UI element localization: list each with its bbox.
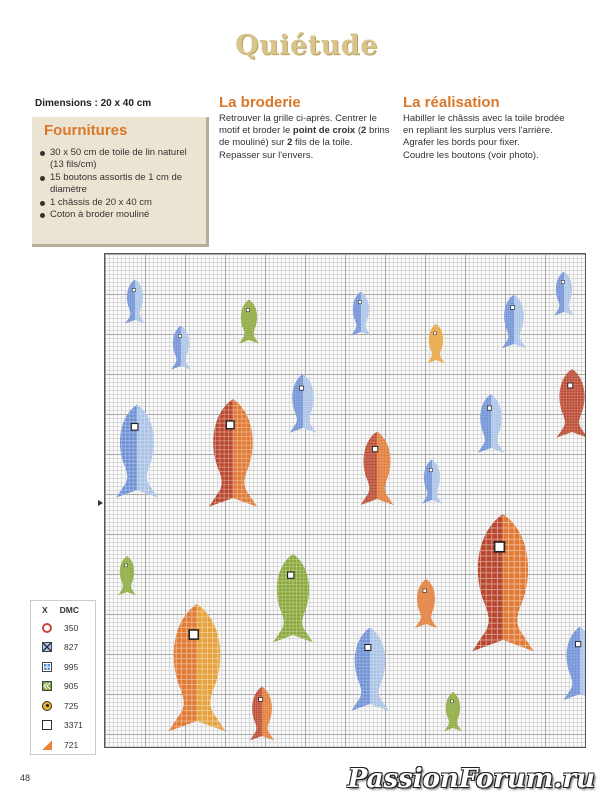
fish-motif-stitch xyxy=(273,554,313,642)
legend-col-x: X xyxy=(42,605,48,615)
fournitures-title: Fournitures xyxy=(44,122,128,139)
fish-motif xyxy=(427,324,445,363)
fish-motif-eye xyxy=(246,309,249,312)
cross-stitch-grid xyxy=(104,253,586,748)
fish-motif xyxy=(125,280,145,324)
legend-row xyxy=(36,696,90,716)
fournitures-list xyxy=(40,147,198,221)
fish-motif-stitch xyxy=(351,292,371,336)
fish-motif-stitch xyxy=(209,399,257,507)
legend-row xyxy=(36,677,90,697)
legend-row xyxy=(36,716,90,736)
page-number: 48 xyxy=(20,773,31,783)
broderie-bold: 2 xyxy=(361,125,367,137)
fish-motif-stitch xyxy=(171,326,191,370)
fish-motif xyxy=(554,272,574,316)
broderie-title: La broderie xyxy=(219,94,301,111)
fish-motif-eye xyxy=(429,469,432,472)
broderie-text-part: fils de la toile. Repasser sur l'envers. xyxy=(219,137,353,161)
legend-code: 350 xyxy=(64,622,79,633)
realisation-paragraph: Coudre les boutons (voir photo). xyxy=(403,149,539,161)
legend-row xyxy=(36,618,90,638)
watermark-logo: PassionForum.ru xyxy=(347,764,595,794)
fournitures-box xyxy=(32,117,209,247)
circle-symbol-icon xyxy=(42,623,52,633)
fish-motif-eye xyxy=(576,642,581,647)
fish-motif xyxy=(564,627,587,701)
fish-motif xyxy=(290,374,316,433)
fish-motif xyxy=(116,405,158,498)
fish-motif-eye xyxy=(131,424,138,431)
legend-code: 3371 xyxy=(64,720,83,731)
fish-motif-eye xyxy=(434,332,437,335)
fish-motif xyxy=(351,628,388,711)
legend-header xyxy=(36,605,90,615)
fish-motif-stitch xyxy=(239,300,259,344)
fish-motif xyxy=(415,579,437,628)
fish-motif-stitch xyxy=(502,295,526,349)
fish-motif-stitch xyxy=(478,394,504,453)
fish-motif xyxy=(361,432,394,506)
fish-motif xyxy=(118,556,136,595)
fish-motif-stitch xyxy=(168,604,225,731)
broderie-bold: point de croix xyxy=(292,125,356,137)
broderie-text-part: brins de mouliné) sur xyxy=(219,125,390,149)
realisation-paragraph: Habiller le châssis avec la toile brodée en repliant les surplus vers l'arrière. Agrafer les bords pour fixer. xyxy=(403,113,565,149)
legend-code: 827 xyxy=(64,642,79,653)
fish-motif-eye xyxy=(226,421,234,429)
page-title: Quiétude xyxy=(235,30,378,61)
fish-motif-eye xyxy=(259,698,263,702)
fish-motif-stitch xyxy=(116,405,158,498)
fish-motif-eye xyxy=(451,700,454,703)
fish-motif-eye xyxy=(365,645,371,651)
fish-motif-eye xyxy=(423,589,427,593)
legend-code: 721 xyxy=(64,739,79,750)
fournitures-item: 30 x 50 cm de toile de lin naturel (13 fils/cm) xyxy=(40,147,198,172)
fish-motif-eye xyxy=(288,572,294,578)
fish-motif-eye xyxy=(511,306,515,310)
legend-code: 905 xyxy=(64,681,79,692)
fish-motif-eye xyxy=(299,386,303,390)
fish-motif-stitch xyxy=(472,514,534,651)
fish-motif-eye xyxy=(373,447,378,452)
fish-motif xyxy=(171,326,191,370)
legend-col-dmc: DMC xyxy=(59,605,80,615)
fish-motif xyxy=(502,295,526,349)
fish-motif-eye xyxy=(568,383,573,388)
fish-motif xyxy=(478,394,504,453)
dot-circle-symbol-icon xyxy=(42,701,52,711)
fish-motif-stitch xyxy=(427,324,445,363)
fish-motif xyxy=(239,300,259,344)
dimensions-text: Dimensions : 20 x 40 cm xyxy=(35,98,152,109)
realisation-title: La réalisation xyxy=(403,94,500,111)
fish-motif-stitch xyxy=(125,280,145,324)
center-arrow-icon xyxy=(98,500,103,506)
fournitures-item: 1 châssis de 20 x 40 cm xyxy=(40,197,198,209)
fish-motif-eye xyxy=(495,542,505,552)
fish-motif-eye xyxy=(178,335,181,338)
fish-motif-stitch xyxy=(554,272,574,316)
realisation-text xyxy=(403,113,577,162)
fish-motif xyxy=(557,369,586,438)
broderie-text-part: Retrouver la grille ci-après. Centrer le motif et broder le xyxy=(219,113,377,137)
fournitures-item: 15 boutons assortis de 1 cm de diamètre xyxy=(40,172,198,197)
fish-motif xyxy=(351,292,371,336)
fish-motif-eye xyxy=(132,289,135,292)
fish-motif-stitch xyxy=(564,627,587,701)
fish-pattern xyxy=(105,254,586,748)
arrows-symbol-icon xyxy=(42,681,52,691)
legend-row xyxy=(36,638,90,658)
fish-motif-eye xyxy=(189,630,198,639)
legend-code: 725 xyxy=(64,700,79,711)
fish-motif-stitch xyxy=(250,687,274,741)
fish-motif xyxy=(273,554,313,642)
fish-motif-stitch xyxy=(361,432,394,506)
fish-motif-stitch xyxy=(415,579,437,628)
fish-motif-eye xyxy=(125,564,128,567)
fish-motif xyxy=(422,460,442,504)
fish-motif-eye xyxy=(487,406,491,410)
fish-motif-stitch xyxy=(118,556,136,595)
cross-symbol-icon xyxy=(42,642,52,652)
triangle-symbol-icon xyxy=(42,740,52,750)
broderie-text-part: ( xyxy=(355,125,362,137)
fish-motif-eye xyxy=(358,301,361,304)
color-legend xyxy=(30,600,96,755)
fish-motif xyxy=(250,687,274,741)
fish-motif-stitch xyxy=(422,460,442,504)
fish-motif xyxy=(209,399,257,507)
fish-motif-stitch xyxy=(557,369,586,438)
fish-motif-stitch xyxy=(290,374,316,433)
fish-motif-stitch xyxy=(351,628,388,711)
legend-row xyxy=(36,657,90,677)
fish-motif-stitch xyxy=(444,692,462,731)
broderie-bold: 2 xyxy=(287,137,293,149)
fish-motif xyxy=(168,604,225,731)
square-symbol-icon xyxy=(42,720,52,730)
legend-code: 995 xyxy=(64,661,79,672)
broderie-text xyxy=(219,113,391,162)
grid-symbol-icon xyxy=(42,662,52,672)
fish-motif-eye xyxy=(561,281,564,284)
fish-motif xyxy=(472,514,534,651)
fournitures-item: Coton à broder mouliné xyxy=(40,209,198,221)
legend-row xyxy=(36,735,90,755)
fish-motif xyxy=(444,692,462,731)
